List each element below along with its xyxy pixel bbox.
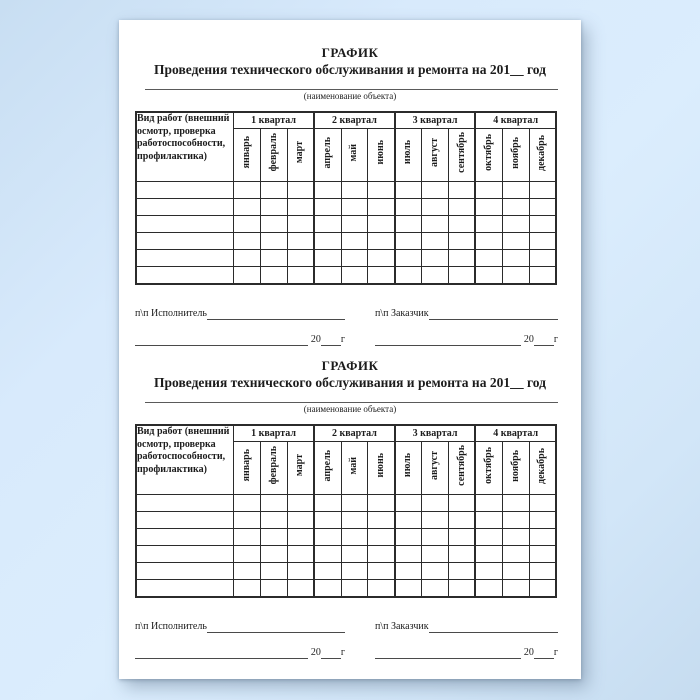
empty-schedule-row bbox=[136, 216, 556, 233]
quarter-4-header: 4 квартал bbox=[475, 425, 556, 442]
customer-signature-line bbox=[429, 308, 558, 320]
month-value-cell bbox=[287, 529, 314, 546]
work-type-cell bbox=[136, 580, 234, 598]
month-value-cell bbox=[287, 512, 314, 529]
month-header-november bbox=[502, 129, 529, 182]
month-label: июнь bbox=[375, 453, 387, 478]
month-value-cell bbox=[395, 199, 422, 216]
month-value-cell bbox=[422, 233, 449, 250]
work-type-cell bbox=[136, 199, 234, 216]
month-value-cell bbox=[475, 529, 502, 546]
year-suffix: г bbox=[340, 647, 345, 658]
month-value-cell bbox=[475, 512, 502, 529]
work-type-header: Вид работ (внешний осмотр, проверка работоспособности, профилактика) bbox=[136, 112, 234, 182]
work-type-cell bbox=[136, 495, 234, 512]
month-header-april bbox=[314, 129, 341, 182]
month-value-cell bbox=[502, 182, 529, 199]
customer-date-line bbox=[375, 647, 521, 659]
quarter-2-header: 2 квартал bbox=[314, 425, 395, 442]
month-value-cell bbox=[422, 216, 449, 233]
month-label: декабрь bbox=[536, 134, 548, 171]
month-value-cell bbox=[260, 512, 287, 529]
month-value-cell bbox=[314, 233, 341, 250]
month-value-cell bbox=[341, 250, 368, 267]
month-value-cell bbox=[287, 580, 314, 598]
month-value-cell bbox=[368, 563, 395, 580]
month-value-cell bbox=[287, 495, 314, 512]
executor-row bbox=[135, 621, 345, 633]
month-header-october bbox=[475, 442, 502, 495]
month-header-july bbox=[395, 442, 422, 495]
month-header-march bbox=[287, 442, 314, 495]
work-type-cell bbox=[136, 529, 234, 546]
month-value-cell bbox=[341, 546, 368, 563]
month-value-cell bbox=[260, 495, 287, 512]
month-value-cell bbox=[422, 563, 449, 580]
month-label: январь bbox=[240, 136, 252, 169]
month-header-june bbox=[368, 129, 395, 182]
month-label: декабрь bbox=[536, 447, 548, 484]
month-value-cell bbox=[341, 267, 368, 285]
work-type-header: Вид работ (внешний осмотр, проверка работоспособности, профилактика) bbox=[136, 425, 234, 495]
month-header-december bbox=[529, 129, 556, 182]
customer-date-line bbox=[375, 334, 521, 346]
month-value-cell bbox=[529, 233, 556, 250]
month-value-cell bbox=[234, 199, 261, 216]
month-value-cell bbox=[502, 529, 529, 546]
month-value-cell bbox=[529, 563, 556, 580]
month-value-cell bbox=[234, 512, 261, 529]
month-header-january bbox=[234, 129, 261, 182]
month-value-cell bbox=[395, 563, 422, 580]
month-header-may bbox=[341, 129, 368, 182]
month-value-cell bbox=[260, 267, 287, 285]
month-value-cell bbox=[368, 182, 395, 199]
month-value-cell bbox=[475, 267, 502, 285]
empty-schedule-row bbox=[136, 529, 556, 546]
month-header-june bbox=[368, 442, 395, 495]
month-label: май bbox=[348, 143, 360, 162]
customer-date-row bbox=[375, 647, 558, 659]
year-suffix: г bbox=[340, 334, 345, 345]
object-name-caption: (наименование объекта) bbox=[303, 404, 397, 414]
month-value-cell bbox=[368, 512, 395, 529]
year-blank-line bbox=[321, 647, 341, 659]
maintenance-schedule-table bbox=[135, 111, 557, 285]
month-value-cell bbox=[449, 529, 476, 546]
paper-sheet bbox=[119, 20, 581, 679]
month-value-cell bbox=[341, 216, 368, 233]
month-header-february bbox=[260, 129, 287, 182]
month-value-cell bbox=[368, 233, 395, 250]
month-value-cell bbox=[449, 580, 476, 598]
month-value-cell bbox=[449, 233, 476, 250]
month-header-december bbox=[529, 442, 556, 495]
month-value-cell bbox=[449, 563, 476, 580]
month-label: октябрь bbox=[483, 447, 495, 484]
month-value-cell bbox=[502, 250, 529, 267]
month-value-cell bbox=[422, 546, 449, 563]
year-prefix: 20 bbox=[523, 334, 534, 345]
empty-schedule-row bbox=[136, 250, 556, 267]
schedule-body bbox=[136, 182, 556, 285]
executor-column bbox=[135, 308, 345, 346]
month-value-cell bbox=[475, 546, 502, 563]
month-label: апрель bbox=[321, 136, 333, 169]
empty-schedule-row bbox=[136, 563, 556, 580]
month-header-february bbox=[260, 442, 287, 495]
month-value-cell bbox=[260, 580, 287, 598]
object-name-line bbox=[145, 401, 558, 403]
month-header-april bbox=[314, 442, 341, 495]
work-type-cell bbox=[136, 512, 234, 529]
executor-date-row bbox=[135, 334, 345, 346]
month-value-cell bbox=[314, 563, 341, 580]
maintenance-schedule-form-2 bbox=[119, 356, 581, 659]
month-value-cell bbox=[475, 216, 502, 233]
month-label: сентябрь bbox=[455, 445, 467, 486]
month-label: ноябрь bbox=[509, 449, 521, 482]
month-value-cell bbox=[422, 199, 449, 216]
form-title: ГРАФИК bbox=[321, 45, 379, 60]
month-value-cell bbox=[260, 546, 287, 563]
year-prefix: 20 bbox=[523, 647, 534, 658]
month-value-cell bbox=[422, 250, 449, 267]
signature-footer bbox=[135, 308, 558, 346]
month-value-cell bbox=[395, 495, 422, 512]
month-value-cell bbox=[287, 267, 314, 285]
month-value-cell bbox=[502, 233, 529, 250]
month-header-october bbox=[475, 129, 502, 182]
work-type-cell bbox=[136, 546, 234, 563]
month-header-august bbox=[422, 129, 449, 182]
work-type-cell bbox=[136, 182, 234, 199]
empty-schedule-row bbox=[136, 267, 556, 285]
month-value-cell bbox=[314, 250, 341, 267]
year-prefix: 20 bbox=[310, 334, 321, 345]
maintenance-schedule-form-1 bbox=[119, 43, 581, 346]
month-value-cell bbox=[287, 563, 314, 580]
empty-schedule-row bbox=[136, 233, 556, 250]
month-value-cell bbox=[395, 546, 422, 563]
year-prefix: 20 bbox=[310, 647, 321, 658]
month-value-cell bbox=[449, 199, 476, 216]
work-type-cell bbox=[136, 250, 234, 267]
month-label: сентябрь bbox=[455, 132, 467, 173]
month-value-cell bbox=[529, 250, 556, 267]
month-value-cell bbox=[234, 563, 261, 580]
empty-schedule-row bbox=[136, 546, 556, 563]
month-value-cell bbox=[368, 216, 395, 233]
month-value-cell bbox=[368, 495, 395, 512]
object-name-caption: (наименование объекта) bbox=[303, 91, 397, 101]
month-label: январь bbox=[240, 449, 252, 482]
month-label: август bbox=[429, 138, 441, 167]
month-value-cell bbox=[287, 199, 314, 216]
form-subtitle: Проведения технического обслуживания и ремонта на 201__ год bbox=[154, 62, 546, 77]
month-value-cell bbox=[314, 512, 341, 529]
customer-signature-line bbox=[429, 621, 558, 633]
month-value-cell bbox=[368, 580, 395, 598]
work-type-cell bbox=[136, 267, 234, 285]
month-value-cell bbox=[368, 250, 395, 267]
month-value-cell bbox=[422, 580, 449, 598]
month-value-cell bbox=[260, 216, 287, 233]
month-value-cell bbox=[395, 529, 422, 546]
month-value-cell bbox=[475, 233, 502, 250]
month-value-cell bbox=[234, 267, 261, 285]
work-type-cell bbox=[136, 216, 234, 233]
month-value-cell bbox=[341, 563, 368, 580]
quarter-header-row bbox=[136, 112, 556, 129]
month-value-cell bbox=[529, 580, 556, 598]
signature-footer bbox=[135, 621, 558, 659]
month-value-cell bbox=[314, 495, 341, 512]
month-value-cell bbox=[287, 233, 314, 250]
month-label: июнь bbox=[375, 140, 387, 165]
customer-row bbox=[375, 308, 558, 320]
month-value-cell bbox=[395, 216, 422, 233]
month-header-september bbox=[449, 442, 476, 495]
month-value-cell bbox=[287, 182, 314, 199]
month-value-cell bbox=[449, 512, 476, 529]
customer-label: п\п Заказчик bbox=[375, 621, 429, 632]
month-value-cell bbox=[368, 546, 395, 563]
empty-schedule-row bbox=[136, 199, 556, 216]
month-value-cell bbox=[234, 250, 261, 267]
month-value-cell bbox=[449, 546, 476, 563]
month-value-cell bbox=[395, 512, 422, 529]
executor-date-line bbox=[135, 334, 308, 346]
month-value-cell bbox=[475, 495, 502, 512]
month-value-cell bbox=[529, 512, 556, 529]
month-value-cell bbox=[502, 580, 529, 598]
month-value-cell bbox=[449, 250, 476, 267]
month-value-cell bbox=[314, 199, 341, 216]
month-value-cell bbox=[234, 233, 261, 250]
month-header-september bbox=[449, 129, 476, 182]
month-value-cell bbox=[234, 495, 261, 512]
quarter-2-header: 2 квартал bbox=[314, 112, 395, 129]
month-header-may bbox=[341, 442, 368, 495]
month-value-cell bbox=[422, 182, 449, 199]
month-value-cell bbox=[529, 199, 556, 216]
month-value-cell bbox=[395, 580, 422, 598]
month-value-cell bbox=[368, 267, 395, 285]
quarter-4-header: 4 квартал bbox=[475, 112, 556, 129]
month-value-cell bbox=[260, 233, 287, 250]
executor-column bbox=[135, 621, 345, 659]
month-value-cell bbox=[502, 495, 529, 512]
month-value-cell bbox=[502, 563, 529, 580]
quarter-3-header: 3 квартал bbox=[395, 112, 476, 129]
month-label: июль bbox=[402, 453, 414, 478]
month-value-cell bbox=[395, 250, 422, 267]
month-label: ноябрь bbox=[509, 136, 521, 169]
month-header-january bbox=[234, 442, 261, 495]
month-value-cell bbox=[314, 580, 341, 598]
year-blank-line bbox=[321, 334, 341, 346]
month-value-cell bbox=[234, 216, 261, 233]
year-blank-line bbox=[534, 334, 554, 346]
month-value-cell bbox=[529, 182, 556, 199]
month-value-cell bbox=[287, 546, 314, 563]
month-value-cell bbox=[260, 182, 287, 199]
customer-label: п\п Заказчик bbox=[375, 308, 429, 319]
year-blank-line bbox=[534, 647, 554, 659]
month-value-cell bbox=[475, 182, 502, 199]
empty-schedule-row bbox=[136, 495, 556, 512]
month-label: июль bbox=[402, 140, 414, 165]
executor-row bbox=[135, 308, 345, 320]
object-name-line bbox=[145, 88, 558, 90]
month-header-august bbox=[422, 442, 449, 495]
month-value-cell bbox=[529, 495, 556, 512]
month-value-cell bbox=[395, 267, 422, 285]
month-header-july bbox=[395, 129, 422, 182]
month-value-cell bbox=[502, 216, 529, 233]
month-value-cell bbox=[422, 495, 449, 512]
customer-column bbox=[375, 308, 558, 346]
executor-date-row bbox=[135, 647, 345, 659]
month-label: апрель bbox=[321, 449, 333, 482]
month-value-cell bbox=[529, 529, 556, 546]
month-value-cell bbox=[341, 233, 368, 250]
executor-label: п\п Исполнитель bbox=[135, 308, 207, 319]
month-value-cell bbox=[287, 216, 314, 233]
quarter-1-header: 1 квартал bbox=[234, 425, 315, 442]
month-value-cell bbox=[502, 267, 529, 285]
month-value-cell bbox=[502, 199, 529, 216]
quarter-header-row bbox=[136, 425, 556, 442]
month-value-cell bbox=[341, 182, 368, 199]
month-value-cell bbox=[234, 529, 261, 546]
month-value-cell bbox=[502, 512, 529, 529]
month-value-cell bbox=[475, 250, 502, 267]
empty-schedule-row bbox=[136, 512, 556, 529]
month-label: май bbox=[348, 456, 360, 475]
month-value-cell bbox=[449, 216, 476, 233]
month-value-cell bbox=[368, 529, 395, 546]
month-value-cell bbox=[341, 199, 368, 216]
month-value-cell bbox=[341, 580, 368, 598]
month-value-cell bbox=[422, 529, 449, 546]
month-value-cell bbox=[475, 580, 502, 598]
quarter-3-header: 3 квартал bbox=[395, 425, 476, 442]
month-value-cell bbox=[422, 512, 449, 529]
month-value-cell bbox=[395, 182, 422, 199]
month-label: август bbox=[429, 451, 441, 480]
month-label: март bbox=[294, 141, 306, 164]
year-suffix: г bbox=[553, 334, 558, 345]
work-type-cell bbox=[136, 563, 234, 580]
customer-row bbox=[375, 621, 558, 633]
month-header-march bbox=[287, 129, 314, 182]
month-value-cell bbox=[314, 267, 341, 285]
month-value-cell bbox=[287, 250, 314, 267]
month-value-cell bbox=[234, 182, 261, 199]
month-value-cell bbox=[475, 199, 502, 216]
month-label: февраль bbox=[267, 133, 279, 172]
schedule-body bbox=[136, 495, 556, 598]
month-value-cell bbox=[234, 546, 261, 563]
month-value-cell bbox=[529, 267, 556, 285]
month-value-cell bbox=[341, 529, 368, 546]
form-subtitle: Проведения технического обслуживания и ремонта на 201__ год bbox=[154, 375, 546, 390]
month-value-cell bbox=[314, 182, 341, 199]
month-value-cell bbox=[502, 546, 529, 563]
executor-signature-line bbox=[207, 308, 345, 320]
month-value-cell bbox=[314, 529, 341, 546]
month-value-cell bbox=[314, 216, 341, 233]
month-value-cell bbox=[260, 563, 287, 580]
month-value-cell bbox=[368, 199, 395, 216]
month-value-cell bbox=[449, 495, 476, 512]
month-value-cell bbox=[260, 529, 287, 546]
executor-signature-line bbox=[207, 621, 345, 633]
month-label: октябрь bbox=[483, 134, 495, 171]
month-value-cell bbox=[449, 182, 476, 199]
year-suffix: г bbox=[553, 647, 558, 658]
month-value-cell bbox=[449, 267, 476, 285]
form-title: ГРАФИК bbox=[321, 358, 379, 373]
month-label: февраль bbox=[267, 446, 279, 485]
month-value-cell bbox=[341, 495, 368, 512]
maintenance-schedule-table bbox=[135, 424, 557, 598]
customer-column bbox=[375, 621, 558, 659]
month-value-cell bbox=[395, 233, 422, 250]
month-value-cell bbox=[234, 580, 261, 598]
month-label: март bbox=[294, 454, 306, 477]
month-value-cell bbox=[529, 546, 556, 563]
month-value-cell bbox=[260, 250, 287, 267]
work-type-cell bbox=[136, 233, 234, 250]
empty-schedule-row bbox=[136, 182, 556, 199]
quarter-1-header: 1 квартал bbox=[234, 112, 315, 129]
month-value-cell bbox=[260, 199, 287, 216]
executor-date-line bbox=[135, 647, 308, 659]
month-value-cell bbox=[475, 563, 502, 580]
month-value-cell bbox=[422, 267, 449, 285]
month-value-cell bbox=[529, 216, 556, 233]
month-value-cell bbox=[341, 512, 368, 529]
customer-date-row bbox=[375, 334, 558, 346]
month-header-november bbox=[502, 442, 529, 495]
month-value-cell bbox=[314, 546, 341, 563]
executor-label: п\п Исполнитель bbox=[135, 621, 207, 632]
empty-schedule-row bbox=[136, 580, 556, 598]
